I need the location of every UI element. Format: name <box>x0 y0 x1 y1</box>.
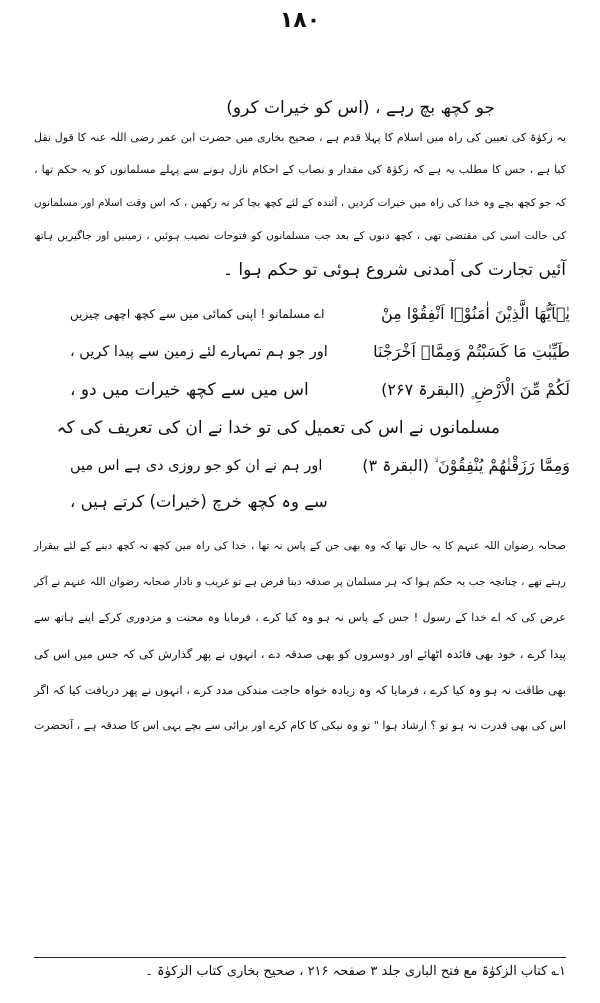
verse-2-translation-line-1: اور ہم نے ان کو جو روزی دی ہے اس میں <box>70 458 323 474</box>
paragraph-2-line-1: صحابہ رضوان اللہ عنہم کا یہ حال تھا کہ وہ بھی جن کے پاس نہ تھا ، خدا کی راہ میں کچھ نہ کچھ دینے کے لئے بیقرار <box>34 540 566 552</box>
paragraph-2-line-5: بھی طاقت نہ ہو وہ کیا کرے ، فرمایا کہ وہ زیادہ خواہ حاجت مندکی مدد کرے ، انہوں نے پھر دریافت کیا کہ اگر <box>34 683 566 697</box>
paragraph-1-line-4: کی حالت اسی کی مقتضی تھی ، کچھ دنوں کے بعد جب مسلمانوں کو فتوحات نصیب ہوئیں ، زمینیں اور جاگیریں ہاتھ <box>34 230 566 242</box>
verse-translation-line-3: اس میں سے کچھ خیرات میں دو ، <box>70 380 309 400</box>
paragraph-2-line-4: پیدا کرے ، خود بھی فائدہ اٹھائے اور دوسروں کو بھی صدقہ دے ، انہوں نے پھر گذارش کی کہ جس میں اس کی <box>34 647 566 661</box>
paragraph-2-line-3: عرض کی کہ اے خدا کے رسول ! جس کے پاس نہ ہو وہ کیا کرے ، فرمایا وہ محنت و مزدوری کرکے اپنے ہاتھ سے <box>34 611 566 624</box>
praise-line: مسلمانوں نے اس کی تعمیل کی تو خدا نے ان کی تعریف کی کہ <box>56 418 500 438</box>
quran-verse-line-2: طَیِّبٰتِ مَا كَسَبْتُمْ وَمِمَّاۤ اَخْرَجْنَا <box>373 342 570 361</box>
paragraph-1-line-3: کہ جو کچھ بچے وہ خدا کی راہ میں خیرات کردیں ، آئندہ کے لئے کچھ بچا کر نہ رکھیں ، کہ اس وقت اسلام اور مسلمانوں <box>34 197 566 209</box>
paragraph-1-line-5: آئیں تجارت کی آمدنی شروع ہوئی تو حکم ہوا ۔ <box>223 260 566 280</box>
footnote-divider <box>34 957 566 958</box>
quran-verse-line-1: یٰۤاَیُّهَا الَّذِیْنَ اٰمَنُوْۤا اَنْفِقُوْا مِنْ <box>380 304 570 323</box>
paragraph-2-line-2: رہتے تھے ، چنانچہ جب یہ حکم ہوا کہ ہر مسلمان پر صدقہ دینا فرض ہے تو غریب و نادار صحابہ رضوان اللہ عنہم نے آکر <box>34 576 566 588</box>
quran-verse-line-3: لَكُمْ مِّنَ الْاَرْضِ ۪ (البقرۃ ۲۶۷) <box>381 380 570 399</box>
quran-verse-2: وَمِمَّا رَزَقْنٰهُمْ یُنْفِقُوْنَ ۙ (البقرۃ ۳) <box>362 456 570 475</box>
verse-2-translation-line-2: سے وہ کچھ خرچ (خیرات) کرتے ہیں ، <box>70 492 328 511</box>
page-number: ۱۸۰ <box>279 8 321 33</box>
section-heading: جو کچھ بچ رہے ، (اس کو خیرات کرو) <box>226 98 495 118</box>
paragraph-1-line-1: یہ زکوٰۃ کی تعیین کی راہ میں اسلام کا پہلا قدم ہے ، صحیح بخاری میں حضرت ابن عمر رضی اللہ عنہ کا قول نقل <box>34 131 566 144</box>
verse-translation-line-1: اے مسلمانو ! اپنی کمائی میں سے کچھ اچھی چیزیں <box>70 307 325 321</box>
paragraph-1-line-2: کیا ہے ، جس کا مطلب یہ ہے کہ زکوٰۃ کی مقدار و نصاب کے احکام نازل ہونے سے پہلے مسلمانوں کو یہ حکم تھا ، <box>34 163 566 176</box>
paragraph-2-line-6: اس کی بھی قدرت نہ ہو تو ؟ ارشاد ہوا " تو وہ نیکی کا کام کرے اور برائی سے بچے یہی اس کا صدقہ ہے ، آنحضرت <box>33 719 566 732</box>
footnote: ۱؎ کتاب الزکوٰۃ مع فتح الباری جلد ۳ صفحہ ۲۱۶ ، صحیح بخاری کتاب الزکوٰۃ ۔ <box>145 964 566 979</box>
verse-translation-line-2: اور جو ہم تمہارے لئے زمین سے پیدا کریں ، <box>70 344 328 360</box>
